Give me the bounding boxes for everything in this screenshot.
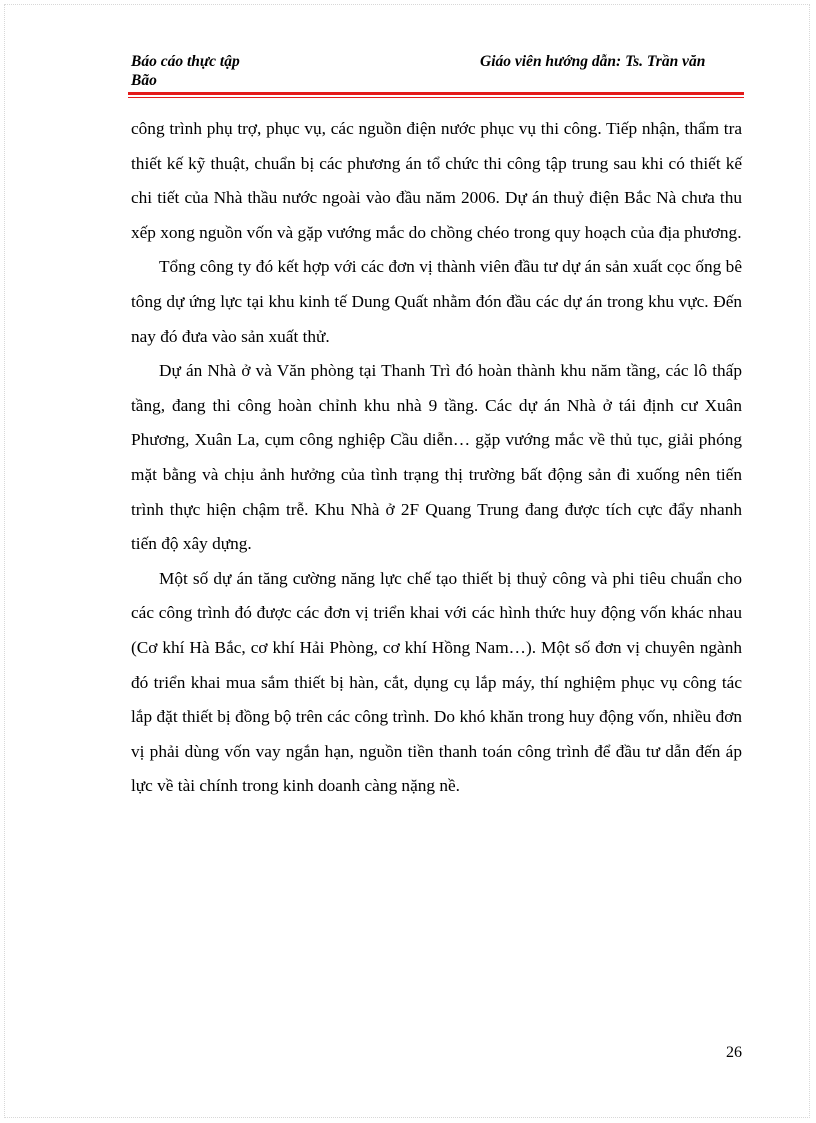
header-rule-thick [128,92,744,95]
paragraph: Một số dự án tăng cường năng lực chế tạo thiết bị thuỷ công và phi tiêu chuẩn cho các công trình đó được các đơn vị triển khai với các hình thức huy động vốn khác nhau (Cơ khí Hà Bắc, cơ khí Hải Phòng, cơ khí Hồng Nam…). Một số đơn vị chuyên ngành đó triển khai mua sắm thiết bị hàn, cắt, dụng cụ lắp máy, thí nghiệm phục vụ công tác lắp đặt thiết bị đồng bộ trên các công trình. Do khó khăn trong huy động vốn, nhiều đơn vị phải dùng vốn vay ngắn hạn, nguồn tiền thanh toán công trình để đầu tư dẫn đến áp lực về tài chính trong kinh doanh càng nặng nề. [131,568,742,796]
body-text [131,112,742,804]
paragraph: Tổng công ty đó kết hợp với các đơn vị thành viên đầu tư dự án sản xuất cọc ống bê tông dự ứng lực tại khu kinh tế Dung Quất nhằm đón đầu các dự án trong khu vực. Đến nay đó đưa vào sản xuất thử. [131,257,742,346]
report-title: Báo cáo thực tập [131,53,240,70]
author-name: Bão [131,72,157,89]
paragraph: Dự án Nhà ở và Văn phòng tại Thanh Trì đó hoàn thành khu năm tầng, các lô thấp tầng, đang thi công hoàn chỉnh khu nhà 9 tầng. Các dự án Nhà ở tái định cư Xuân Phương, Xuân La, cụm công nghiệp Cầu diễn… gặp vướng mắc về thủ tục, giải phóng mặt bằng và chịu ảnh hưởng của tình trạng thị trường bất động sản đi xuống nên tiến trình thực hiện chậm trễ. Khu Nhà ở 2F Quang Trung đang được tích cực đẩy nhanh tiến độ xây dựng. [131,361,742,554]
supervisor-label: Giáo viên hướng dẫn: Ts. Trần văn [480,53,706,70]
page-header [131,52,743,92]
page-number: 26 [726,1044,742,1061]
header-rule-thin [128,97,744,98]
paragraph-continuation: công trình phụ trợ, phục vụ, các nguồn điện nước phục vụ thi công. Tiếp nhận, thẩm tra thiết kế kỹ thuật, chuẩn bị các phương án tổ chức thi công tập trung sau khi có thiết kế chi tiết của Nhà thầu nước ngoài vào đầu năm 2006. Dự án thuỷ điện Bắc Nà chưa thu xếp xong nguồn vốn và gặp vướng mắc do chồng chéo trong quy hoạch của địa phương. [131,119,742,242]
